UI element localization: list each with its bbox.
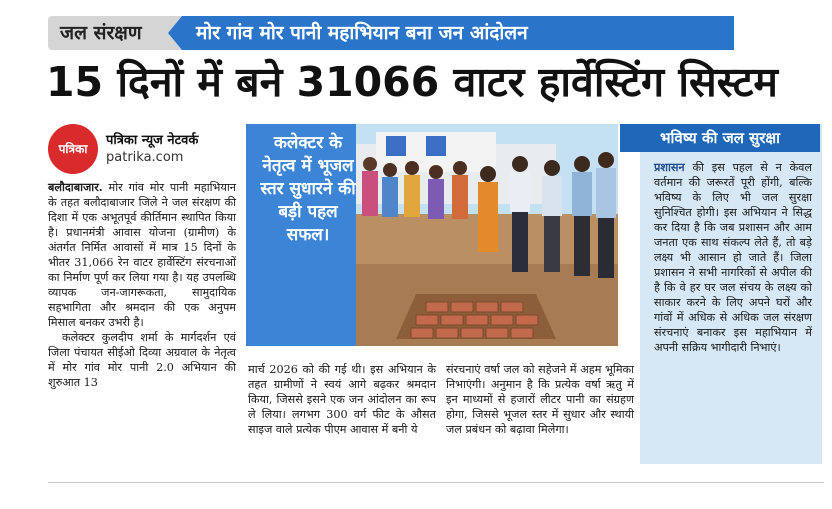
section-tag: जल संरक्षण (48, 16, 182, 50)
site-url: patrika.com (106, 150, 184, 165)
news-photo (356, 124, 618, 346)
sidebar-text (654, 160, 812, 355)
dateline: बलौदाबाजार. (48, 180, 103, 194)
byline (48, 124, 248, 174)
article-column-2 (248, 362, 436, 437)
headline: 15 दिनों में बने 31066 वाटर हार्वेस्टिंग सिस्टम (46, 58, 778, 106)
photo-illustration (356, 124, 618, 346)
article-column-3 (446, 362, 634, 437)
sidebar-body: की इस पहल से न केवल वर्तमान की जरूरतें पूरी होंगी, बल्कि भविष्य के लिए भी जल सुरक्षा सुनिश्चित होगी। इस अभियान ने सिद्ध कर दिया है कि जब प्रशासन और आम जनता एक साथ संकल्प लेते हैं, तो बड़े लक्ष्य भी आसान हो जाते हैं। जिला प्रशासन ने सभी नागरिकों से अपील की है कि वे हर घर जल संचय के लक्ष्य को साकार करने के लिए अपने घरों और गांवों में अधिक से अधिक जल संरक्षण संरचनाएं बनाकर इस महाभियान में अपनी सक्रिय भागीदारी निभाएं। (654, 161, 812, 354)
kicker-title: मोर गांव मोर पानी महाभियान बना जन आंदोलन (182, 16, 734, 50)
bureau-name: पत्रिका न्यूज नेटवर्क (106, 133, 199, 148)
kicker-bar (48, 16, 734, 50)
article-paragraph-2: कलेक्टर कुलदीप शर्मा के मार्गदर्शन एवं जिला पंचायत सीईओ दिव्या अग्रवाल के नेतृत्व में मोर गांव मोर पानी 2.0 अभियान की शुरुआत 13 (48, 331, 236, 389)
sidebar-lead: प्रशासन (654, 160, 685, 174)
patrika-logo: पत्रिका (48, 124, 98, 174)
bottom-rule (48, 482, 824, 483)
article-column-1 (48, 180, 236, 390)
sidebar-title: भविष्य की जल सुरक्षा (620, 124, 820, 152)
article-paragraph-3: मार्च 2026 को की गई थी। इस अभियान के तहत ग्रामीणों ने स्वयं आगे बढ़कर श्रमदान किया, जिससे इसने एक जन आंदोलन का रूप ले लिया। लगभग 300 वर्ग फीट के औसत साइज वाले प्रत्येक पीएम आवास में बनी ये (248, 363, 436, 436)
article-paragraph-4: संरचनाएं वर्षा जल को सहेजने में अहम भूमिका निभाएंगी। अनुमान है कि प्रत्येक वर्षा ऋतु में इन माध्यमों से हजारों लीटर पानी का संग्रहण होगा, जिससे भूजल स्तर में सुधार और स्थायी जल प्रबंधन को बढ़ावा मिलेगा। (446, 363, 634, 436)
photo-quote: कलेक्टर के नेतृत्व में भूजल स्तर सुधारने की बड़ी पहल सफल। (260, 133, 356, 245)
article-paragraph-1: मोर गांव मोर पानी महाभियान के तहत बलौदाबाजार जिले ने जल संरक्षण की दिशा में एक अभूतपूर्व कीर्तिमान स्थापित किया है। प्रधानमंत्री आवास योजना (ग्रामीण) के अंतर्गत निर्मित आवासों में मात्र 15 दिनों के भीतर 31,066 रेन वाटर हार्वेस्टिंग संरचनाओं का निर्माण पूर्ण कर लिया गया है। यह उपलब्धि व्यापक जन-जागरूकता, सामुदायिक सहभागिता और श्रमदान की एक अनुपम मिसाल बनकर उभरी है। (48, 181, 236, 329)
